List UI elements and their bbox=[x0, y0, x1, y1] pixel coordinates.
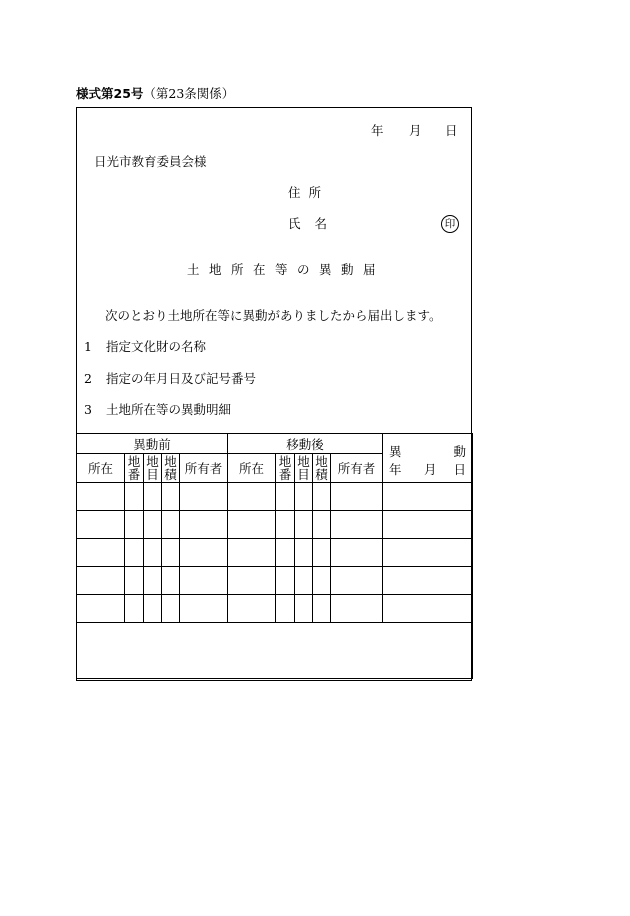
column-owner: 所有者 bbox=[331, 454, 383, 483]
column-lot-number: 地 番 bbox=[276, 454, 295, 483]
date-month-label: 月 bbox=[409, 123, 422, 138]
change-day-label: 日 bbox=[453, 462, 466, 477]
column-area: 地 積 bbox=[162, 454, 180, 483]
item-number: 2 bbox=[84, 371, 92, 386]
addressee: 日光市教育委員会様 bbox=[94, 154, 207, 169]
change-head-char: 動 bbox=[453, 444, 466, 459]
column-location: 所在 bbox=[77, 454, 125, 483]
body-text: 次のとおり土地所在等に異動がありましたから届出します。 bbox=[105, 308, 442, 323]
item-number: 1 bbox=[84, 339, 92, 354]
column-owner: 所有者 bbox=[180, 454, 228, 483]
before-change-header: 異動前 bbox=[77, 434, 228, 454]
item-label: 指定の年月日及び記号番号 bbox=[106, 371, 257, 386]
name-label: 氏名 bbox=[288, 216, 342, 231]
table-footer-row bbox=[77, 623, 473, 679]
item-label: 土地所在等の異動明細 bbox=[106, 402, 232, 417]
table-row bbox=[77, 539, 473, 567]
address-label: 住所 bbox=[288, 185, 330, 200]
table-row bbox=[77, 595, 473, 623]
table-row bbox=[77, 483, 473, 511]
change-head-char: 異 bbox=[389, 444, 402, 459]
seal-mark: 印 bbox=[441, 215, 459, 233]
item-label: 指定文化財の名称 bbox=[106, 339, 207, 354]
date-day-label: 日 bbox=[445, 123, 458, 138]
list-item bbox=[84, 403, 231, 417]
form-frame bbox=[76, 107, 472, 681]
form-number bbox=[76, 84, 234, 102]
column-location: 所在 bbox=[228, 454, 276, 483]
item-number: 3 bbox=[84, 402, 92, 417]
table-row bbox=[77, 567, 473, 595]
date-year-label: 年 bbox=[371, 123, 384, 138]
column-area: 地 積 bbox=[313, 454, 331, 483]
column-lot-number: 地 番 bbox=[125, 454, 144, 483]
column-land-category: 地 目 bbox=[144, 454, 162, 483]
list-item bbox=[84, 372, 256, 386]
change-details-table bbox=[76, 433, 473, 679]
form-number-code: 様式第25号 bbox=[76, 86, 144, 101]
change-year-label: 年 bbox=[389, 462, 402, 477]
after-change-header: 移動後 bbox=[228, 434, 383, 454]
document-title: 土地所在等の異動届 bbox=[187, 262, 386, 277]
form-number-article: （第23条関係） bbox=[143, 86, 235, 101]
table-row bbox=[77, 511, 473, 539]
change-month-label: 月 bbox=[424, 462, 437, 477]
change-date-header bbox=[383, 434, 473, 483]
column-land-category: 地 目 bbox=[295, 454, 313, 483]
list-item bbox=[84, 340, 206, 354]
